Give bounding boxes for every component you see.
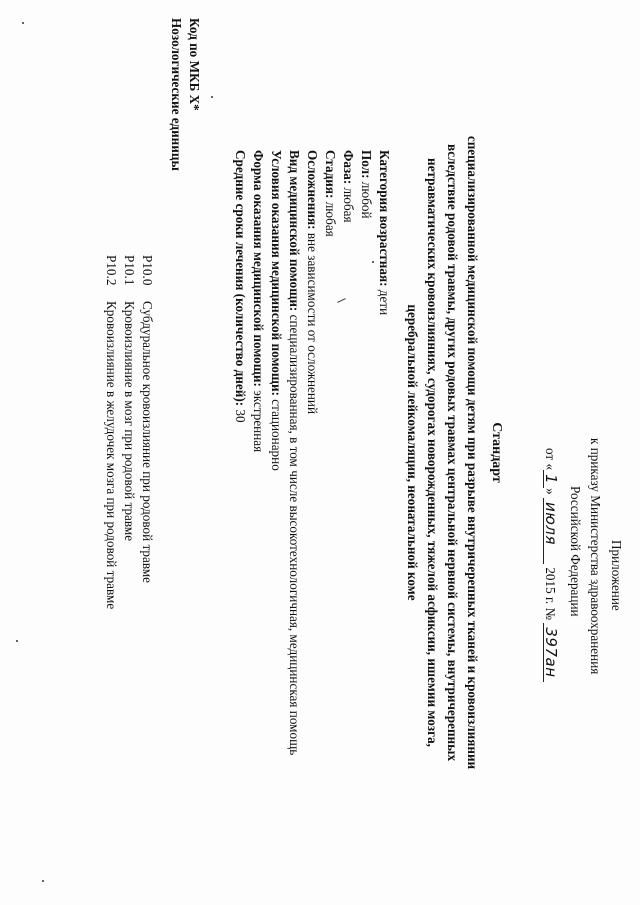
param-value: 30	[233, 409, 248, 423]
handwritten-number: 397ан	[543, 623, 557, 681]
scan-speck	[372, 261, 374, 263]
param-care-form	[251, 150, 266, 452]
scan-speck	[211, 96, 213, 98]
icd-code: P10.1	[122, 255, 137, 286]
header-line-3: Российской Федерации	[568, 486, 583, 617]
param-stage	[323, 150, 338, 237]
icd-code: P10.0	[140, 255, 155, 286]
param-value: специализированная, в том числе высокотехнологичная, медицинская помощь	[287, 314, 302, 756]
param-label: Пол:	[359, 150, 374, 179]
title-heading: Стандарт	[489, 422, 504, 483]
param-phase	[341, 150, 356, 223]
handwritten-month: июля	[543, 498, 557, 564]
icd-name: Кровоизлияние в мозг при родовой травме	[122, 301, 137, 542]
scan-speck	[42, 880, 44, 882]
icd-row	[122, 255, 137, 541]
header-line-1: Приложение	[609, 540, 624, 611]
param-care-conditions	[269, 150, 284, 471]
param-label: Форма оказания медицинской помощи:	[251, 150, 266, 387]
param-value: любой	[359, 181, 374, 219]
param-label: Средние сроки лечения (количество дней):	[233, 150, 248, 407]
param-label: Стадия:	[323, 150, 338, 199]
nosology-label: Нозологические единицы	[169, 18, 184, 171]
header-line-4	[543, 448, 558, 682]
param-label: Фаза:	[341, 150, 356, 185]
title-line-1: специализированной медицинской помощи детям при разрыве внутричерепных тканей и кровоизлиянии	[465, 135, 480, 770]
date-mid: »	[543, 488, 558, 495]
icd-name: Субдуральное кровоизлияние при родовой травме	[140, 301, 155, 584]
scan-speck	[22, 22, 24, 24]
header-line-2: к приказу Министерства здравоохранения	[588, 438, 603, 675]
scan-mark	[337, 298, 346, 303]
handwritten-day: 1	[543, 470, 557, 488]
date-year: 2015 г. №	[543, 567, 558, 621]
param-duration	[233, 150, 248, 423]
icd-name: Кровоизлияние в желудочек мозга при родовой травме	[104, 301, 119, 610]
param-value: вне зависимости от осложнений	[305, 232, 320, 415]
param-label: Осложнения:	[305, 150, 320, 230]
param-value: любая	[341, 187, 356, 223]
param-label: Вид медицинской помощи:	[287, 150, 302, 312]
title-line-3: нетравматических кровоизлияниях, судорогах новорожденных, тяжелой асфиксии, ишемии мозга,	[425, 158, 440, 747]
date-prefix: от «	[543, 448, 558, 471]
param-age	[377, 150, 392, 315]
icd-code-label: Код по МКБ X*	[187, 18, 202, 111]
icd-row	[104, 255, 119, 609]
title-line-4: церебральной лейкомаляции, неонатальной коме	[405, 304, 420, 601]
param-value: дети	[377, 289, 392, 316]
param-value: стационарно	[269, 399, 284, 471]
scan-speck	[16, 640, 18, 642]
icd-code: P10.2	[104, 255, 119, 286]
param-complications	[305, 150, 320, 414]
icd-row	[140, 255, 155, 583]
param-label: Условия оказания медицинской помощи:	[269, 150, 284, 396]
param-value: любая	[323, 201, 338, 237]
title-line-2: вследствие родовой травмы, других родовых травмах центральной нервной системы, внутричерепных	[445, 143, 460, 762]
param-label: Категория возрастная:	[377, 150, 392, 287]
param-value: экстренная	[251, 390, 266, 453]
param-sex	[359, 150, 374, 219]
param-care-type	[287, 150, 302, 755]
